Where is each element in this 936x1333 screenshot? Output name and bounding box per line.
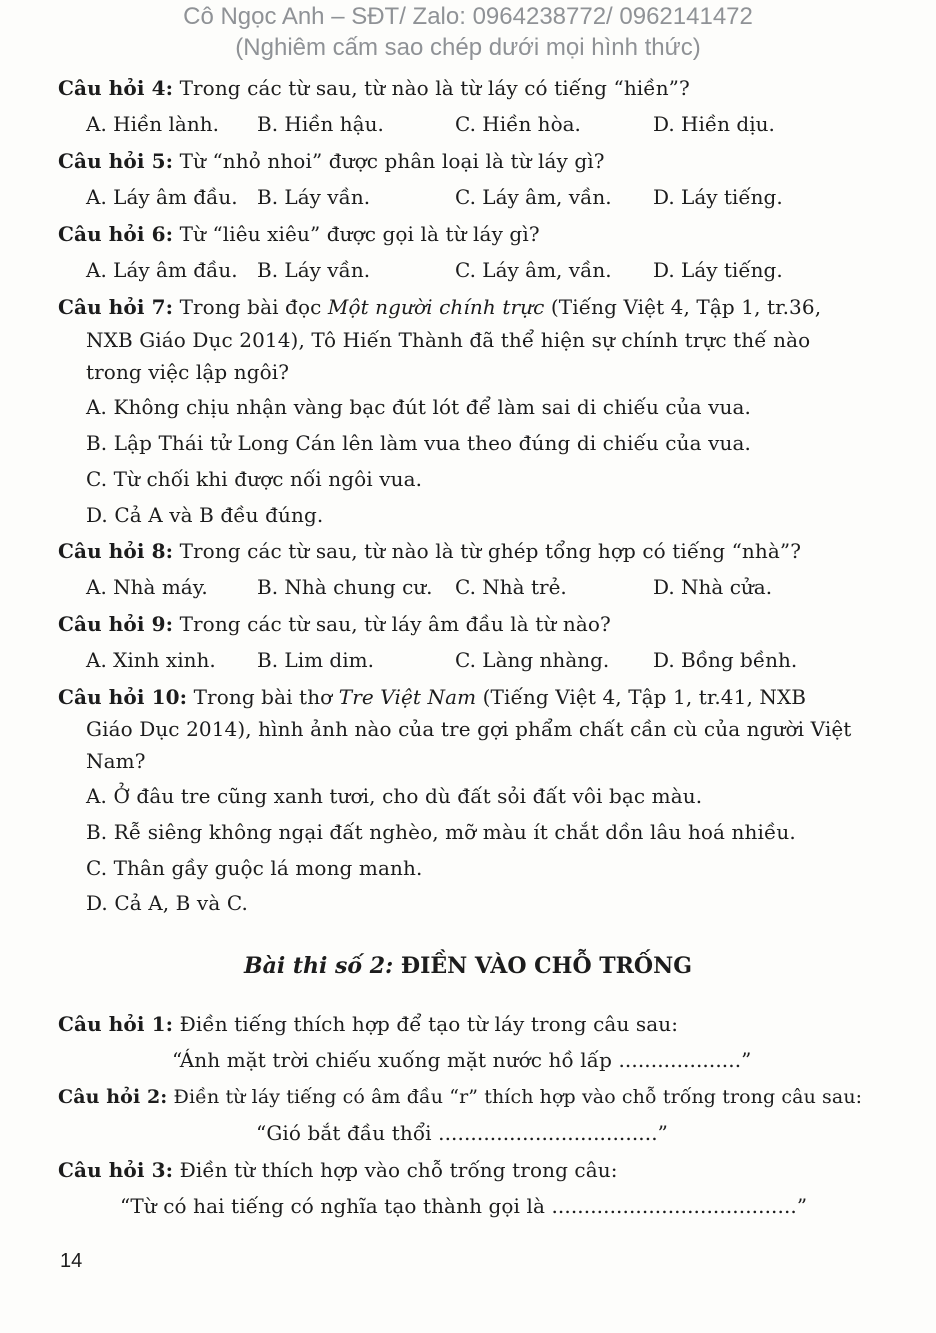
section-2-title (0, 951, 936, 981)
question-text: Trong các từ sau, từ láy âm đầu là từ nào? (173, 612, 611, 636)
fill-question-3 (58, 1156, 618, 1184)
option-b: B. Lim dim. (257, 648, 374, 672)
option-d: D. Bồng bềnh. (653, 648, 798, 672)
question-8 (58, 537, 801, 565)
page-number: 14 (60, 1250, 83, 1272)
fill-question-2 (58, 1083, 862, 1111)
question-text: Từ “liêu xiêu” được gọi là từ láy gì? (173, 222, 540, 246)
question-10-line-3: Nam? (86, 749, 146, 773)
option-a: A. Láy âm đầu. (86, 185, 238, 209)
option-c: C. Làng nhàng. (455, 648, 610, 672)
question-label: Câu hỏi 9: (58, 612, 174, 636)
question-label: Câu hỏi 6: (58, 222, 174, 246)
option-b: B. Nhà chung cư. (257, 575, 433, 599)
question-text: Điền từ thích hợp vào chỗ trống trong câu: (173, 1158, 618, 1182)
option-c: C. Nhà trẻ. (455, 575, 567, 599)
option-a: A. Láy âm đầu. (86, 258, 238, 282)
fill-sentence-1: “Ánh mặt trời chiếu xuống mặt nước hồ lấp ...................” (172, 1048, 752, 1072)
question-text: Từ “nhỏ nhoi” được phân loại là từ láy gì? (173, 149, 605, 173)
question-label: Câu hỏi 8: (58, 539, 174, 563)
option-b: B. Rễ siêng không ngại đất nghèo, mỡ màu ít chắt dồn lâu hoá nhiều. (86, 820, 796, 844)
question-10-line-2: Giáo Dục 2014), hình ảnh nào của tre gợi phẩm chất cần cù của người Việt (86, 717, 852, 741)
question-label: Câu hỏi 4: (58, 76, 174, 100)
question-text: Điền từ láy tiếng có âm đầu “r” thích hợp vào chỗ trống trong câu sau: (167, 1086, 863, 1108)
option-b: B. Láy vần. (257, 258, 371, 282)
option-d: D. Láy tiếng. (653, 258, 783, 282)
question-text: Trong bài đọc (173, 295, 328, 319)
option-c: C. Láy âm, vần. (455, 185, 612, 209)
question-6 (58, 220, 540, 248)
question-label: Câu hỏi 10: (58, 685, 188, 709)
question-4 (58, 74, 690, 102)
question-text: Điền tiếng thích hợp để tạo từ láy trong câu sau: (173, 1012, 679, 1036)
question-label: Câu hỏi 1: (58, 1012, 174, 1036)
question-label: Câu hỏi 7: (58, 295, 174, 319)
question-7 (58, 293, 821, 321)
option-d: D. Hiền dịu. (653, 112, 775, 136)
option-c: C. Từ chối khi được nối ngôi vua. (86, 467, 423, 491)
option-d: D. Cả A, B và C. (86, 891, 248, 915)
option-a: A. Xinh xinh. (86, 648, 216, 672)
fill-sentence-3: “Từ có hai tiếng có nghĩa tạo thành gọi là ......................................” (120, 1194, 808, 1218)
option-d: D. Nhà cửa. (653, 575, 773, 599)
question-text: Trong bài thơ (187, 685, 339, 709)
option-a: A. Hiền lành. (86, 112, 219, 136)
option-a: A. Ở đâu tre cũng xanh tươi, cho dù đất sỏi đất vôi bạc màu. (86, 784, 703, 808)
option-c: C. Thân gầy guộc lá mong manh. (86, 856, 423, 880)
section-2-number: Bài thi số 2: (244, 953, 394, 979)
question-text: Trong các từ sau, từ nào là từ láy có tiếng “hiền”? (173, 76, 690, 100)
question-7-line-3: trong việc lập ngôi? (86, 360, 290, 384)
option-c: C. Hiền hòa. (455, 112, 581, 136)
option-d: D. Láy tiếng. (653, 185, 783, 209)
question-text: (Tiếng Việt 4, Tập 1, tr.41, NXB (476, 685, 807, 709)
fill-question-1 (58, 1010, 678, 1038)
option-b: B. Lập Thái tử Long Cán lên làm vua theo đúng di chiếu của vua. (86, 431, 751, 455)
option-c: C. Láy âm, vần. (455, 258, 612, 282)
question-text: (Tiếng Việt 4, Tập 1, tr.36, (544, 295, 822, 319)
reading-title: Một người chính trực (327, 295, 545, 319)
question-7-line-2: NXB Giáo Dục 2014), Tô Hiến Thành đã thể hiện sự chính trực thế nào (86, 328, 811, 352)
watermark-line-2: (Nghiêm cấm sao chép dưới mọi hình thức) (235, 34, 701, 61)
option-a: A. Không chịu nhận vàng bạc đút lót để làm sai di chiếu của vua. (86, 395, 752, 419)
question-label: Câu hỏi 2: (58, 1086, 168, 1108)
question-label: Câu hỏi 3: (58, 1158, 174, 1182)
question-10 (58, 683, 806, 711)
option-b: B. Hiền hậu. (257, 112, 384, 136)
section-2-heading: ĐIỀN VÀO CHỖ TRỐNG (393, 953, 692, 979)
watermark-line-1: Cô Ngọc Anh – SĐT/ Zalo: 0964238772/ 0962141472 (183, 3, 753, 30)
question-9 (58, 610, 611, 638)
question-5 (58, 147, 605, 175)
fill-sentence-2: “Gió bắt đầu thổi ..................................” (256, 1121, 668, 1145)
option-a: A. Nhà máy. (86, 575, 208, 599)
question-text: Trong các từ sau, từ nào là từ ghép tổng hợp có tiếng “nhà”? (173, 539, 802, 563)
question-label: Câu hỏi 5: (58, 149, 174, 173)
option-d: D. Cả A và B đều đúng. (86, 503, 324, 527)
option-b: B. Láy vần. (257, 185, 371, 209)
poem-title: Tre Việt Nam (338, 685, 477, 709)
